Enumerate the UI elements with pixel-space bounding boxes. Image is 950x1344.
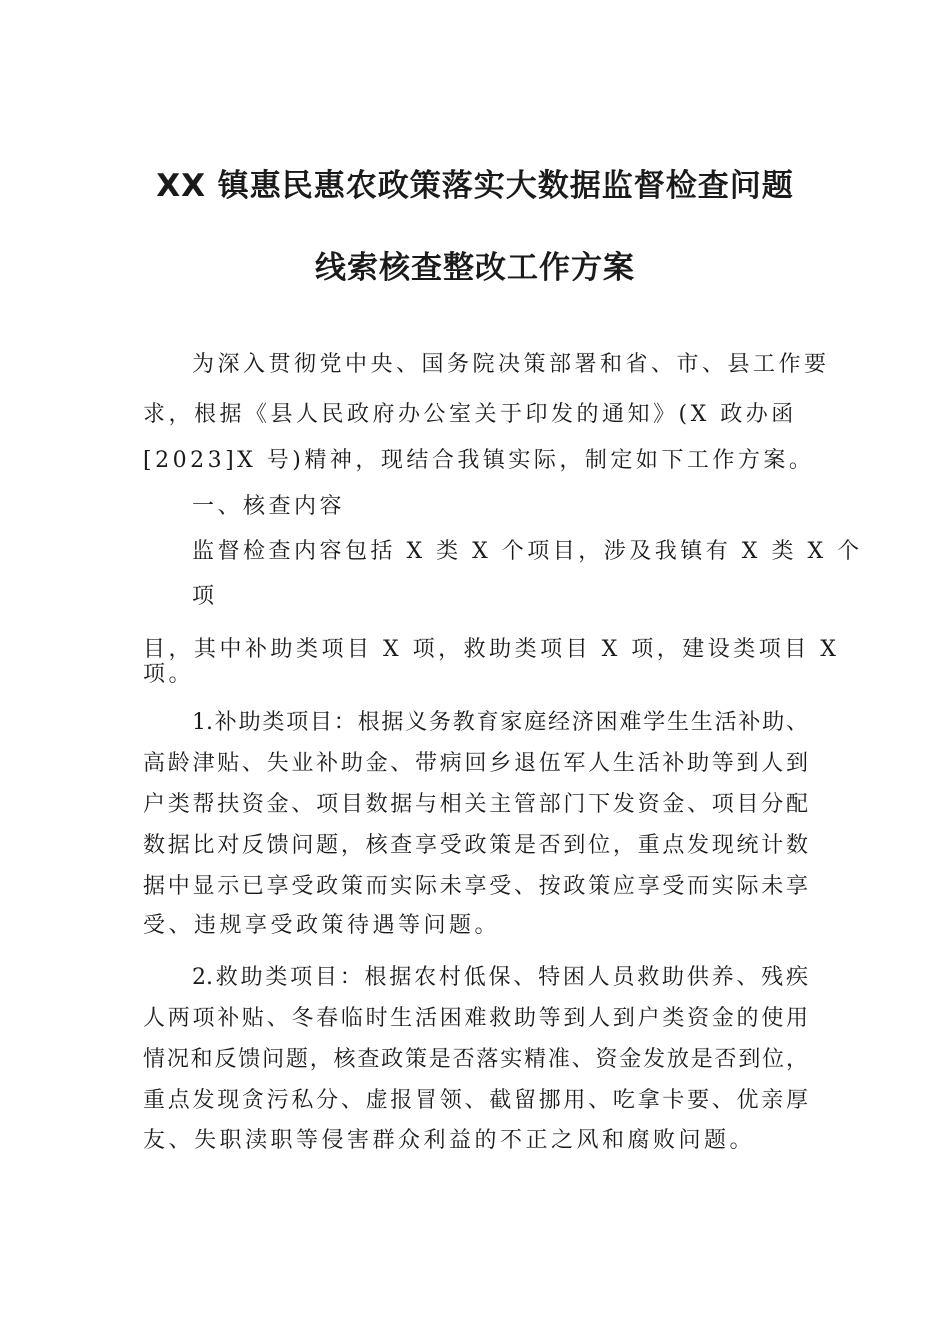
item2-line-1: 2.救助类项目：根据农村低保、特困人员救助供养、残疾 [192, 965, 808, 990]
item1-line-1: 1.补助类项目：根据义务教育家庭经济困难学生生活补助、 [192, 710, 808, 735]
item1-line-5: 据中显示已享受政策而实际未享受、按政策应享受而实际未享 [143, 874, 808, 899]
item2-line-4: 重点发现贪污私分、虚报冒领、截留挪用、吃拿卡要、优亲厚 [143, 1088, 808, 1113]
document-title-line-2: 线索核查整改工作方案 [315, 250, 635, 286]
intro-line-2: 求，根据《县人民政府办公室关于印发的通知》(X 政办函 [143, 402, 797, 427]
section-para-line-4: 项。 [143, 662, 195, 687]
item2-line-5: 友、失职渎职等侵害群众利益的不正之风和腐败问题。 [143, 1128, 756, 1153]
intro-line-1: 为深入贯彻党中央、国务院决策部署和省、市、县工作要 [192, 352, 830, 377]
item2-line-3: 情况和反馈问题，核查政策是否落实精准、资金发放是否到位， [143, 1047, 808, 1072]
item1-line-6: 受、违规享受政策待遇等问题。 [143, 913, 501, 938]
item1-line-2: 高龄津贴、失业补助金、带病回乡退伍军人生活补助等到人到 [143, 751, 808, 776]
section-para-line-3: 目，其中补助类项目 X 项，救助类项目 X 项，建设类项目 X [143, 637, 840, 662]
section-para-line-2: 项 [192, 584, 218, 609]
item1-line-3: 户类帮扶资金、项目数据与相关主管部门下发资金、项目分配 [143, 792, 808, 817]
item1-line-4: 数据比对反馈问题，核查享受政策是否到位，重点发现统计数 [143, 833, 808, 858]
item2-line-2: 人两项补贴、冬春临时生活困难救助等到人到户类资金的使用 [143, 1006, 808, 1031]
section-para-line-1: 监督检查内容包括 X 类 X 个项目，涉及我镇有 X 类 X 个 [192, 539, 863, 564]
document-title-line-1: XX 镇惠民惠农政策落实大数据监督检查问题 [156, 168, 794, 204]
section-heading: 一、核查内容 [192, 494, 346, 519]
intro-line-3: [2023]X 号)精神，现结合我镇实际，制定如下工作方案。 [143, 448, 815, 473]
